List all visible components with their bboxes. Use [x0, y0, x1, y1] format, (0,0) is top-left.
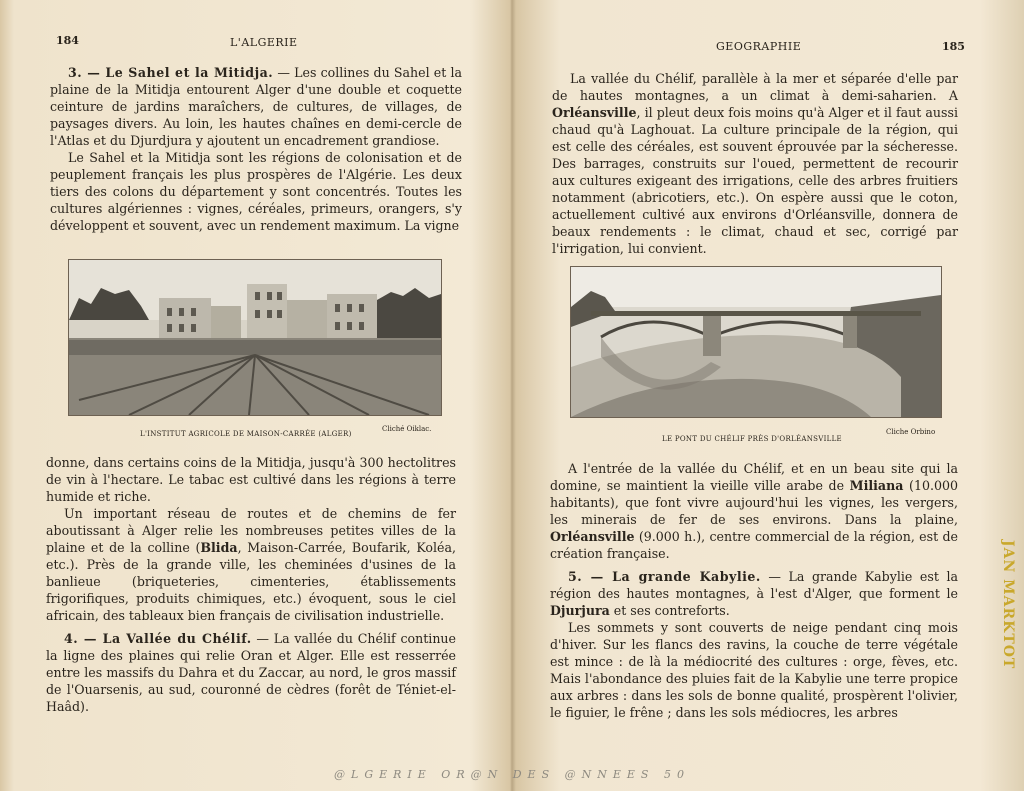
- right-page: [512, 0, 1024, 791]
- paragraph-part: A l'entrée de la vallée du Chélif, et en un beau site qui la domine, se maintient la vieille ville arabe de: [550, 461, 958, 493]
- running-title: GEOGRAPHIE: [716, 40, 802, 53]
- photo-caption: L'INSTITUT AGRICOLE DE MAISON-CARRÉE (ALGER): [140, 430, 352, 438]
- paragraph-part: , il pleut deux fois moins qu'à Alger et il faut aussi chaud qu'à Laghouat. La culture principale de la région, qui est celle des céréales, est souvent éprouvée par la sécheresse. Des barrages, construits sur l'oued, permettent de recourir aux cultures exigeant des irrigations, celle des arbres fruitiers notamment (abricotiers, etc.). On espère aussi que le coton, actuellement cultivé aux environs d'Orléansville, donnera de beaux rendements : le climat, chaud et sec, corrigé par l'irrigation, lui convient.: [552, 105, 958, 256]
- place-name: Djurjura: [550, 603, 610, 618]
- left-text-top: [50, 64, 462, 234]
- side-watermark: JAN MARKTOT: [1000, 540, 1016, 670]
- paragraph-part: et ses contreforts.: [609, 603, 730, 618]
- paragraph-part: , Maison-Carrée, Boufarik, Koléa, etc.). Près de la grande ville, les cheminées d'usines de la banlieue (briqueteries, cimenteries, établissements frigorifiques, produits chimiques, etc.) évoquent, sous le ciel africain, des tableaux bien français de civilisation industrielle.: [46, 540, 456, 623]
- photo-credit: Cliché Oiklac.: [382, 425, 432, 433]
- section-heading: 4. — La Vallée du Chélif.: [64, 631, 252, 646]
- bridge-photo: [571, 267, 941, 417]
- right-text-top: [552, 70, 958, 257]
- place-name: Blida: [200, 540, 238, 555]
- place-name: Orléansville: [552, 105, 637, 120]
- right-text-bottom: [550, 460, 958, 721]
- institute-building-photo: [69, 260, 441, 415]
- photo-institut-agricole: [68, 259, 442, 416]
- section-heading: 5. — La grande Kabylie.: [568, 569, 761, 584]
- paragraph: Le Sahel et la Mitidja sont les régions de colonisation et de peuplement français les plus prospères de l'Algérie. Les deux tiers des colons du département y sont concentrés. Toutes les cultures algériennes : vignes, céréales, primeurs, orangers, s'y développent et souvent, avec un rendement maximum. La vigne: [50, 150, 462, 233]
- paragraph: — Les collines du Sahel et la plaine de la Mitidja entourent Alger d'une double et coquette ceinture de jardins maraîchers, de cultures, de villages, de paysages divers. Au loin, les hautes chaînes en demi-cercle de l'Atlas et du Djurdjura y ajoutent un encadrement grandiose.: [50, 65, 462, 148]
- left-text-bottom: [46, 454, 456, 715]
- section-heading: 3. — Le Sahel et la Mitidja.: [68, 65, 274, 80]
- photo-credit: Cliche Orbino: [886, 428, 936, 436]
- paragraph-part: La vallée du Chélif, parallèle à la mer et séparée d'elle par de hautes montagnes, a un climat à demi-saharien. A: [552, 71, 958, 103]
- paragraph-part: Un important réseau de routes et de chemins de fer aboutissant à Alger relie les nombreuses petites villes de la plaine et de la colline (: [46, 506, 456, 555]
- paragraph-part: (9.000 h.), centre commercial de la région, est de création française.: [550, 529, 958, 561]
- watermark: @LGERIE OR@N DES @NNEES 50: [334, 768, 690, 781]
- place-name: Orléansville: [550, 529, 635, 544]
- page-number: 185: [942, 40, 965, 53]
- running-title: L'ALGERIE: [230, 36, 298, 49]
- paragraph: Les sommets y sont couverts de neige pendant cinq mois d'hiver. Sur les flancs des ravins, la couche de terre végétale est mince : de là la médiocrité des cultures : orge, fèves, etc. Mais l'abondance des pluies fait de la Kabylie une terre propice aux arbres : dans les sols de bonne qualité, prospèrent l'olivier, le figuier, le frêne ; dans les sols médiocres, les arbres: [550, 620, 958, 720]
- paragraph-part: — La grande Kabylie est la région des hautes montagnes, à l'est d'Alger, que forment le: [550, 569, 958, 601]
- paragraph: — La vallée du Chélif continue la ligne des plaines qui relie Oran et Alger. Elle est resserrée entre les massifs du Dahra et du Zaccar, au nord, le gros massif de l'Ouarsenis, au sud, couronné de cèdres (forêt de Téniet-el-Haâd).: [46, 631, 456, 714]
- photo-caption: LE PONT DU CHÉLIF PRÈS D'ORLÉANSVILLE: [662, 435, 842, 443]
- paragraph: donne, dans certains coins de la Mitidja, jusqu'à 300 hectolitres de vin à l'hectare. Le tabac est cultivé dans les régions à terre humide et riche.: [46, 455, 456, 504]
- place-name: Miliana: [849, 478, 904, 493]
- photo-pont-du-chelif: [570, 266, 942, 418]
- page-number: 184: [56, 34, 79, 47]
- paragraph-part: (10.000 habitants), que font vivre aujourd'hui les vignes, les vergers, les minerais de fer de ses environs. Dans la plaine,: [550, 478, 959, 527]
